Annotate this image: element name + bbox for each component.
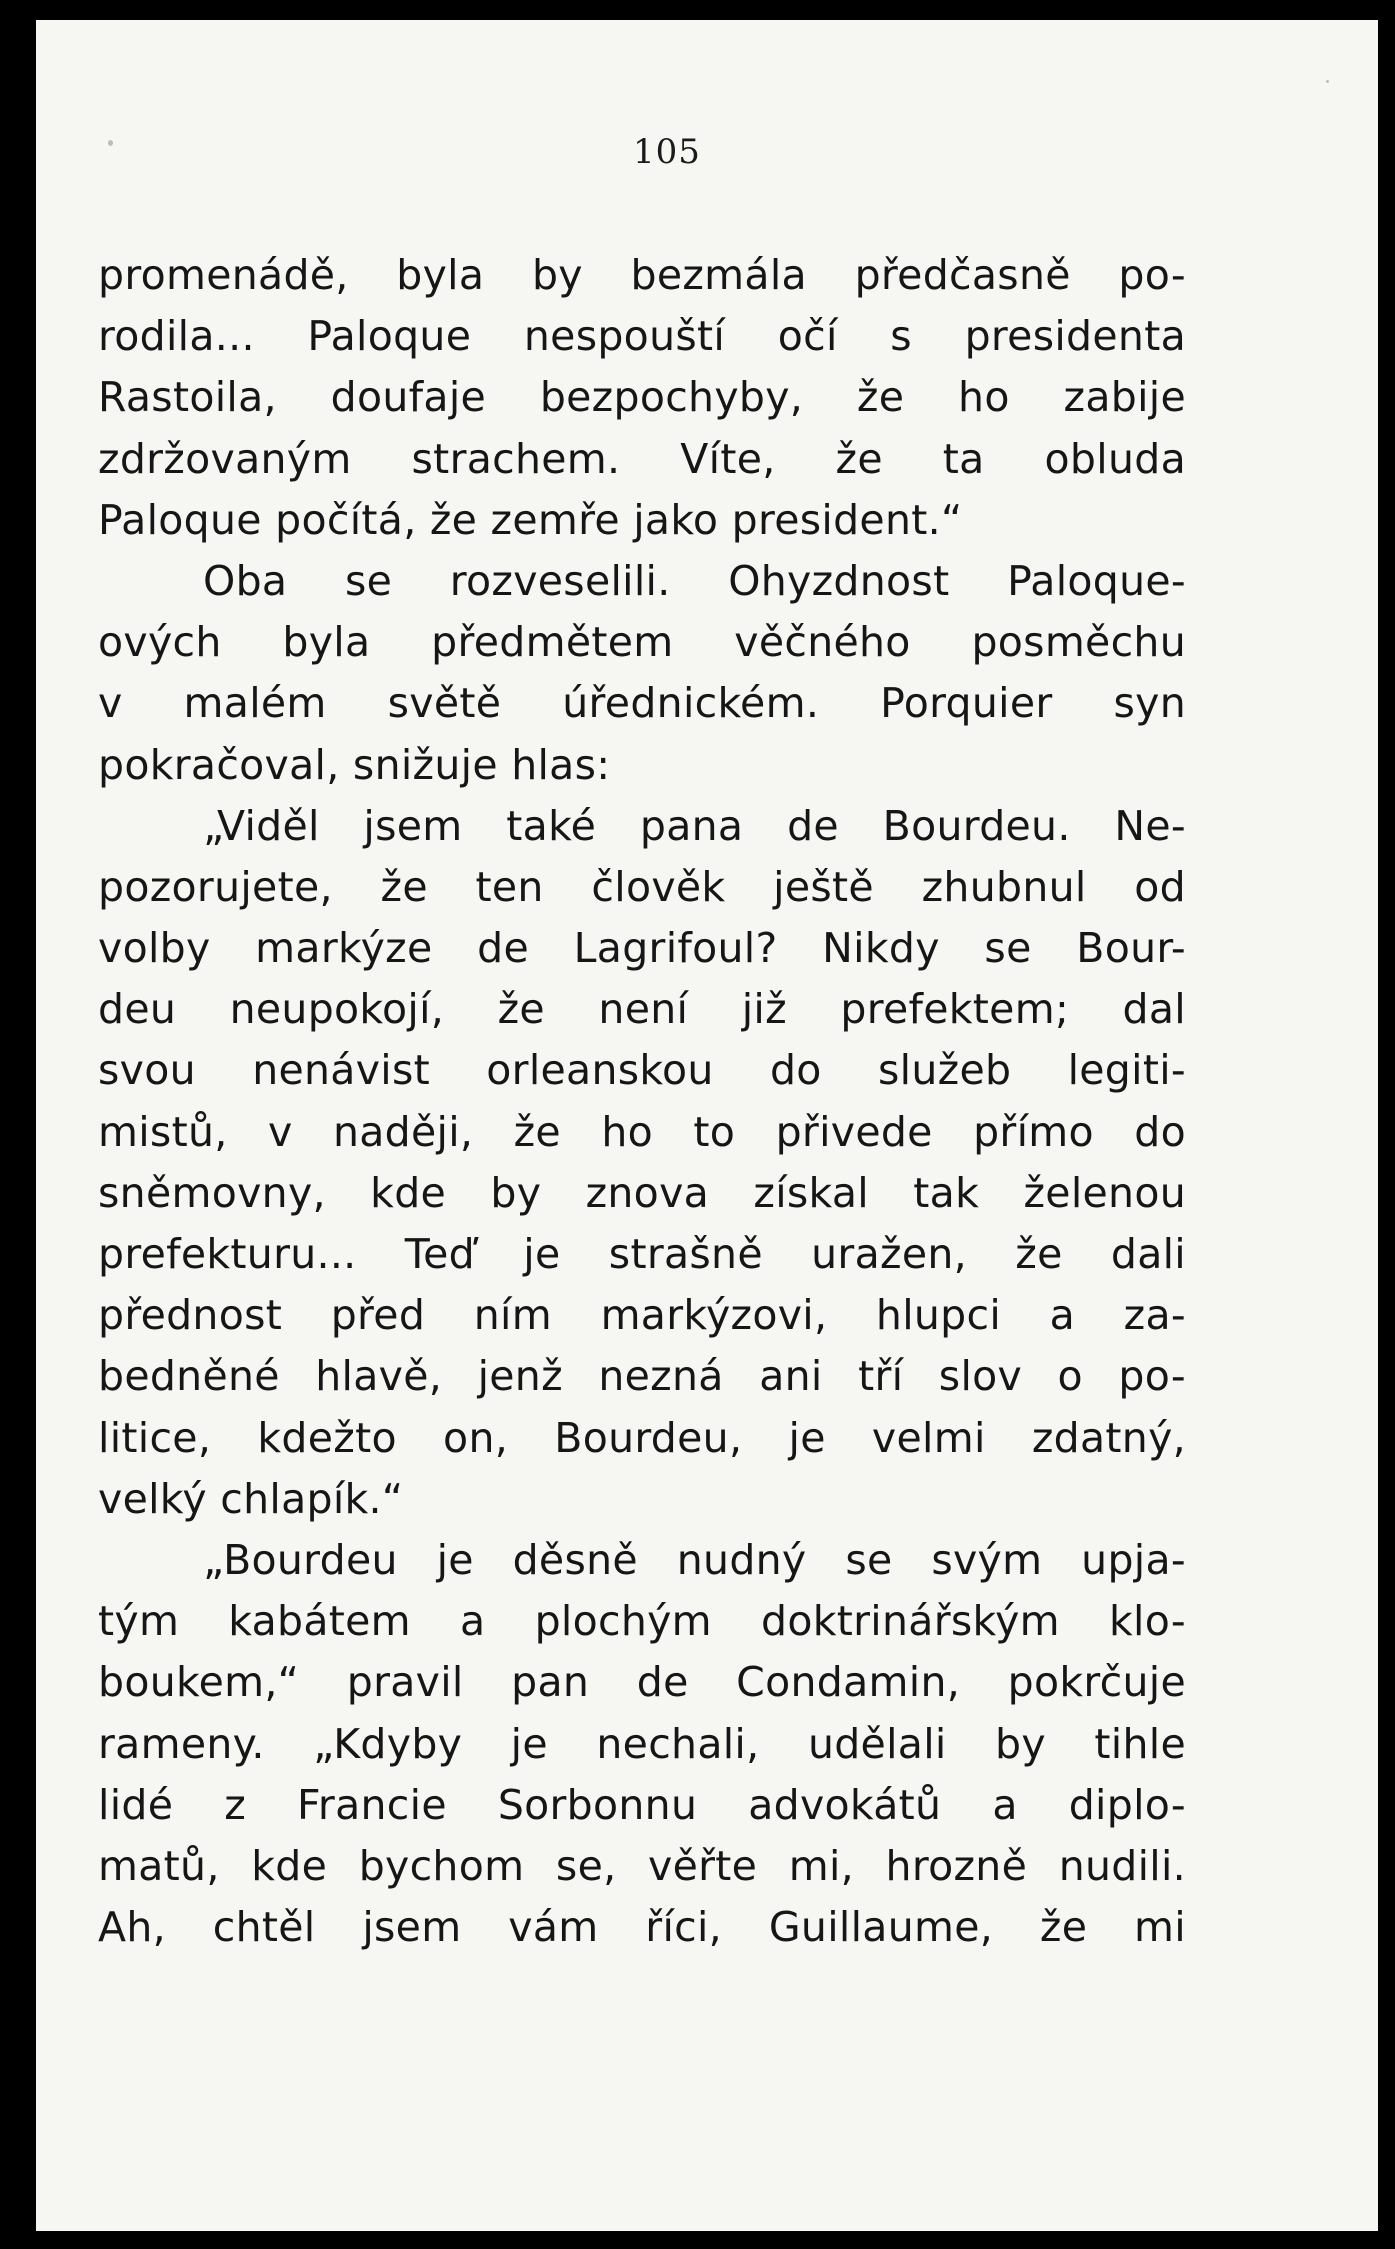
text-line: prefekturu... Teď je strašně uražen, že dali bbox=[98, 1230, 1186, 1278]
text-line: matů, kde bychom se, věřte mi, hrozně nudili. bbox=[98, 1841, 1186, 1890]
text-line: rameny. „Kdyby je nechali, udělali by tihle bbox=[98, 1719, 1186, 1768]
paper-speck bbox=[1326, 80, 1329, 83]
text-line: bedněné hlavě, jenž nezná ani tří slov o po- bbox=[98, 1352, 1186, 1401]
text-line: Paloque počítá, že zemře jako president.“ bbox=[98, 495, 963, 544]
text-line: přednost před ním markýzovi, hlupci a za- bbox=[98, 1291, 1186, 1340]
text-line: Rastoila, doufaje bezpochyby, že ho zabije bbox=[98, 373, 1186, 422]
text-line: pokračoval, snižuje hlas: bbox=[98, 740, 611, 789]
text-line: zdržovaným strachem. Víte, že ta obluda bbox=[98, 434, 1186, 483]
text-line: mistů, v naději, že ho to přivede přímo do bbox=[98, 1107, 1186, 1156]
text-line: „Viděl jsem také pana de Bourdeu. Ne- bbox=[203, 801, 1186, 850]
text-line: ových byla předmětem věčného posměchu bbox=[98, 618, 1186, 667]
text-line: sněmovny, kde by znova získal tak želenou bbox=[98, 1168, 1186, 1217]
text-line: „Bourdeu je děsně nudný se svým upja- bbox=[203, 1535, 1186, 1584]
paper-speck bbox=[108, 140, 113, 146]
text-line: pozorujete, že ten člověk ještě zhubnul od bbox=[98, 862, 1186, 911]
text-line: v malém světě úřednickém. Porquier syn bbox=[98, 679, 1186, 728]
text-line: litice, kdežto on, Bourdeu, je velmi zdatný, bbox=[98, 1413, 1186, 1462]
text-line: rodila... Paloque nespouští očí s presidenta bbox=[98, 312, 1186, 361]
text-line: boukem,“ pravil pan de Condamin, pokrčuje bbox=[98, 1658, 1186, 1707]
text-line: promenádě, byla by bezmála předčasně po- bbox=[98, 251, 1186, 299]
book-page bbox=[36, 20, 1378, 2231]
text-line: svou nenávist orleanskou do služeb legiti- bbox=[98, 1046, 1186, 1095]
body-text bbox=[98, 245, 1186, 1958]
text-line: velký chlapík.“ bbox=[98, 1474, 404, 1523]
text-line: deu neupokojí, že není již prefektem; dal bbox=[98, 985, 1186, 1034]
text-line: tým kabátem a plochým doktrinářským klo- bbox=[98, 1597, 1186, 1646]
text-line: lidé z Francie Sorbonnu advokátů a diplo- bbox=[98, 1780, 1186, 1829]
text-line: Oba se rozveselili. Ohyzdnost Paloque- bbox=[203, 556, 1186, 605]
text-line: Ah, chtěl jsem vám říci, Guillaume, že mi bbox=[98, 1903, 1186, 1952]
text-line: volby markýze de Lagrifoul? Nikdy se Bour- bbox=[98, 924, 1186, 973]
page-number: 105 bbox=[633, 132, 701, 172]
